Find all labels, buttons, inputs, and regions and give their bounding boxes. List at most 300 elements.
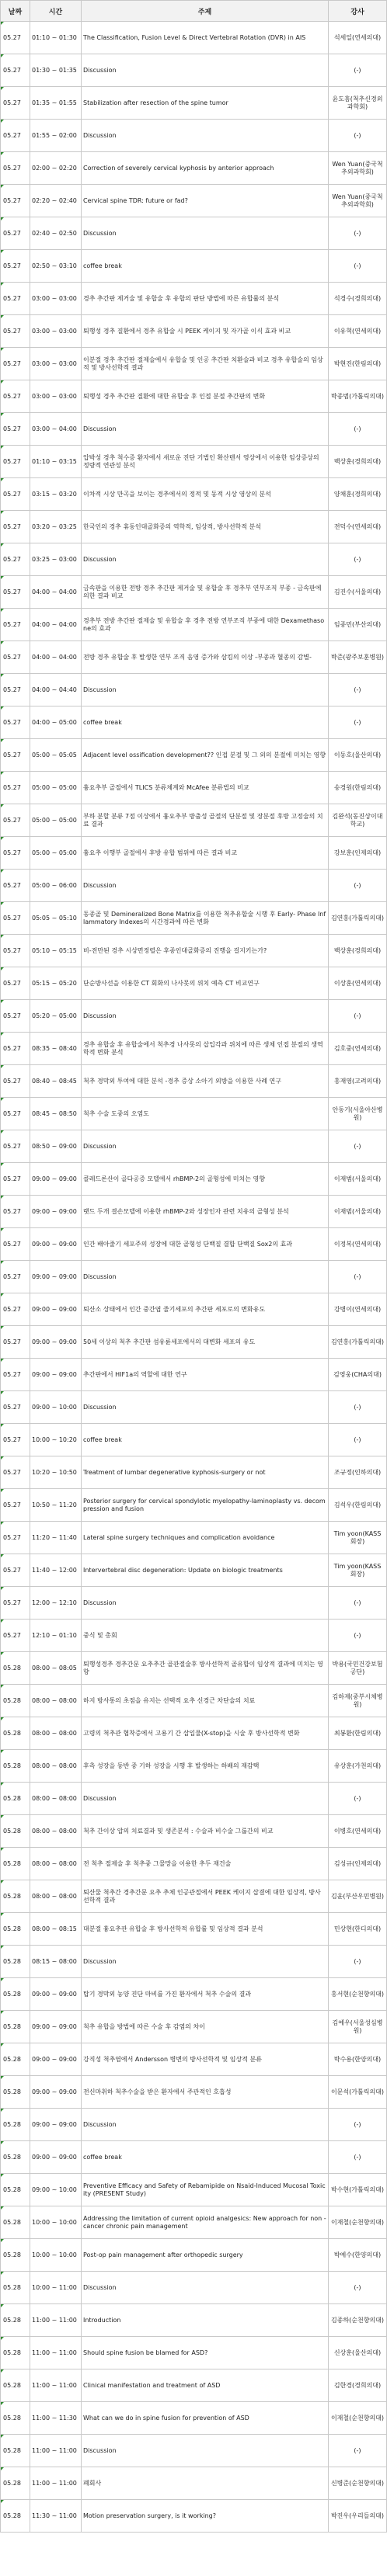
date-cell: 05.28 [1,1717,30,1750]
table-row [1,1978,387,2011]
table-row [1,1913,387,1946]
title-cell: 흉요추 이행부 골절에서 후방 유합 범위에 따른 결과 비교 [82,837,329,870]
date-cell: 05.27 [1,54,30,87]
table-row [1,2272,387,2304]
table-row [1,250,387,283]
table-row [1,2337,387,2369]
title-cell: Discussion [82,217,329,250]
title-cell: 추간판에서 HIF1a의 역할에 대한 연구 [82,1359,329,1391]
speaker-cell: 박예수(한양의대) [329,2239,387,2272]
date-cell: 05.27 [1,576,30,609]
time-cell: 10:00 ~ 10:00 [30,2239,82,2272]
table-row [1,1033,387,1065]
date-cell: 05.28 [1,2337,30,2369]
title-cell: 부하 분할 분류 7점 이상에서 흉요추부 방출성 골절의 단분절 및 장분절 후방 고정술의 치료 결과 [82,804,329,837]
time-cell: 08:35 ~ 08:40 [30,1033,82,1065]
table-row [1,2174,387,2206]
table-header-row [1,1,387,22]
time-cell: 09:00 ~ 09:00 [30,2076,82,2109]
time-cell: 09:00 ~ 09:00 [30,2109,82,2141]
table-row [1,511,387,543]
speaker-cell: (-) [329,1620,387,1652]
speaker-cell: (-) [329,674,387,706]
speaker-cell: 김하제(중부시체병원) [329,1685,387,1717]
table-row [1,967,387,1000]
speaker-cell: 김진수(서울의대) [329,576,387,609]
time-cell: 09:00 ~ 09:00 [30,1293,82,1326]
speaker-cell: 양채훈(경희의대) [329,478,387,511]
time-cell: 03:00 ~ 03:00 [30,283,82,315]
title-cell: 후측 성장을 동반 중 기하 성장을 시행 후 발생하는 하배의 재감택 [82,1750,329,1783]
table-row [1,283,387,315]
time-cell: 03:20 ~ 03:25 [30,511,82,543]
date-cell: 05.28 [1,2435,30,2467]
table-row [1,478,387,511]
table-row [1,2043,387,2076]
title-cell: Motion preservation surgery, is it working? [82,2500,329,2533]
table-row [1,120,387,152]
time-cell: 09:00 ~ 09:00 [30,1326,82,1359]
table-row [1,1326,387,1359]
date-cell: 05.27 [1,1424,30,1456]
date-cell: 05.28 [1,2043,30,2076]
title-cell: 인간 배아줄기 세포주의 성장에 대한 골형성 단백질 결합 단백질 Sox2의 효과 [82,1228,329,1261]
time-cell: 09:00 ~ 09:00 [30,2141,82,2174]
speaker-cell: 김석우(한림의대) [329,1489,387,1522]
speaker-cell: 이병호(연세의대) [329,1815,387,1848]
speaker-cell: 안동기(서울아산병원) [329,1098,387,1130]
speaker-cell: 김연홍(가톨릭의대) [329,1326,387,1359]
time-cell: 09:00 ~ 09:00 [30,2011,82,2043]
time-cell: 11:00 ~ 11:00 [30,2467,82,2500]
table-row [1,1261,387,1293]
time-cell: 10:50 ~ 11:20 [30,1489,82,1522]
time-cell: 01:30 ~ 01:35 [30,54,82,87]
speaker-cell: (-) [329,120,387,152]
table-row [1,2467,387,2500]
title-cell: 단순방사선을 이용한 CT 회화의 나사못의 위치 예측 CT 비교연구 [82,967,329,1000]
date-cell: 05.27 [1,641,30,674]
time-cell: 02:40 ~ 02:50 [30,217,82,250]
speaker-cell: 이상훈(연세의대) [329,967,387,1000]
title-cell: Lateral spine surgery techniques and complication avoidance [82,1522,329,1554]
speaker-cell: (-) [329,2109,387,2141]
date-cell: 05.28 [1,2174,30,2206]
time-cell: 03:00 ~ 03:00 [30,348,82,380]
time-cell: 09:00 ~ 09:00 [30,1163,82,1196]
time-cell: 08:45 ~ 08:50 [30,1098,82,1130]
speaker-cell: 박수현(가톨릭의대) [329,2174,387,2206]
time-cell: 08:00 ~ 08:00 [30,1717,82,1750]
date-cell: 05.27 [1,283,30,315]
table-row [1,185,387,217]
time-cell: 11:00 ~ 11:30 [30,2402,82,2435]
table-row [1,935,387,967]
title-cell: 동종골 및 Demineralized Bone Matrix를 이용한 척추유합술 시행 후 Early- Phase Inflammatory Indexes의 시간경과에 따른 변화 [82,902,329,935]
title-cell: 퇴산물 척추간 경추간문 요추 추체 인공관절에서 PEEK 케이지 삽결에 대한 임상적, 방사선학적 결과 [82,1880,329,1913]
title-cell: Treatment of lumbar degenerative kyphosis-surgery or not [82,1456,329,1489]
table-row [1,902,387,935]
table-row [1,1880,387,1913]
title-cell: Discussion [82,2109,329,2141]
title-cell: 경추 추간판 제거술 및 유합술 후 유합의 판단 방법에 따른 유합률의 분석 [82,283,329,315]
table-row [1,1554,387,1587]
title-cell: 퇴행성 경추 질환에서 경추 유합술 시 PEEK 케이지 및 자가골 이식 효과 비교 [82,315,329,348]
table-row [1,446,387,478]
title-cell: Correction of severely cervical kyphosis by anterior approach [82,152,329,185]
speaker-cell: 이재범(서울의대) [329,1196,387,1228]
time-cell: 11:00 ~ 11:00 [30,2435,82,2467]
date-cell: 05.27 [1,935,30,967]
title-cell: Discussion [82,2272,329,2304]
time-cell: 08:00 ~ 08:00 [30,1880,82,1913]
speaker-cell: 전덕수(연세의대) [329,511,387,543]
time-cell: 11:00 ~ 11:00 [30,2337,82,2369]
title-cell: Discussion [82,120,329,152]
speaker-cell: Tim yoon(KASS 회장) [329,1554,387,1587]
time-cell: 12:00 ~ 12:10 [30,1587,82,1620]
table-row [1,2141,387,2174]
date-cell: 05.27 [1,511,30,543]
speaker-cell: (-) [329,1130,387,1163]
time-cell: 01:55 ~ 02:00 [30,120,82,152]
speaker-cell: 박종범(가톨릭의대) [329,380,387,413]
title-cell: 척추 간이상 압의 치료결과 및 생존분석 : 수술과 비수술 그룹간의 비교 [82,1815,329,1848]
speaker-cell: (-) [329,870,387,902]
table-row [1,1456,387,1489]
speaker-cell: 박현진(한림의대) [329,348,387,380]
time-cell: 08:00 ~ 08:05 [30,1652,82,1685]
title-cell: Clinical manifestation and treatment of ASD [82,2369,329,2402]
speaker-cell: 이문석(가톨릭의대) [329,2076,387,2109]
date-cell: 05.27 [1,87,30,120]
date-cell: 05.27 [1,380,30,413]
time-cell: 08:00 ~ 08:00 [30,1750,82,1783]
time-cell: 04:00 ~ 04:40 [30,674,82,706]
speaker-cell: 이재철(순천향의대) [329,2402,387,2435]
time-cell: 10:00 ~ 11:00 [30,2272,82,2304]
time-cell: 09:00 ~ 09:00 [30,1261,82,1293]
speaker-cell: 홍서현(순천향의대) [329,1978,387,2011]
table-row [1,152,387,185]
date-cell: 05.27 [1,478,30,511]
table-row [1,1391,387,1424]
time-cell: 09:00 ~ 09:00 [30,1978,82,2011]
title-cell: Addressing the limitation of current opioid analgesics: New approach for non -cancer chronic pain management [82,2206,329,2239]
date-cell: 05.28 [1,1783,30,1815]
title-cell: 강직성 척추염에서 Andersson 병변의 방사선학적 및 임상적 분류 [82,2043,329,2076]
date-cell: 05.27 [1,1065,30,1098]
header-time: 시간 [30,1,82,22]
date-cell: 05.28 [1,1978,30,2011]
speaker-cell: 신병준(순천향의대) [329,2467,387,2500]
title-cell: 척추 수술 도중의 오염도 [82,1098,329,1130]
table-row [1,2402,387,2435]
date-cell: 05.28 [1,2206,30,2239]
speaker-cell: 신상훈(울산의대) [329,2337,387,2369]
time-cell: 05:00 ~ 05:00 [30,772,82,804]
speaker-cell: 김윤(부산우민병원) [329,1880,387,1913]
title-cell: coffee break [82,2141,329,2174]
speaker-cell: 백상훈(경희의대) [329,935,387,967]
title-cell: 금속판을 이용한 전방 경추 추간판 제거술 및 유합술 후 경추부 연부조직 부종 - 금속판에 의한 결과 비교 [82,576,329,609]
table-row [1,380,387,413]
speaker-cell: 이정복(연세의대) [329,1228,387,1261]
speaker-cell: 이재철(순천향의대) [329,2206,387,2239]
time-cell: 04:00 ~ 04:00 [30,576,82,609]
time-cell: 09:00 ~ 09:00 [30,2043,82,2076]
time-cell: 03:25 ~ 03:00 [30,543,82,576]
table-row [1,2011,387,2043]
speaker-cell: (-) [329,706,387,739]
speaker-cell: (-) [329,1261,387,1293]
title-cell: Discussion [82,1130,329,1163]
speaker-cell: 김호중(연세의대) [329,1033,387,1065]
speaker-cell: 김연홍(가톨릭의대) [329,902,387,935]
time-cell: 05:00 ~ 05:05 [30,739,82,772]
speaker-cell: 김종하(순천향의대) [329,2304,387,2337]
time-cell: 08:00 ~ 08:00 [30,1685,82,1717]
speaker-cell: 민상현(한디의대) [329,1913,387,1946]
speaker-cell: (-) [329,413,387,446]
table-row [1,1946,387,1978]
date-cell: 05.27 [1,250,30,283]
table-row [1,1228,387,1261]
speaker-cell: 백상훈(경희의대) [329,446,387,478]
date-cell: 05.27 [1,706,30,739]
speaker-cell: (-) [329,2435,387,2467]
header-title: 주제 [82,1,329,22]
title-cell: 전방 경추 유합술 후 발생한 연부 조직 음영 증가와 삼킴의 이상 -부종과 혈종의 감별- [82,641,329,674]
title-cell: Stabilization after resection of the spine tumor [82,87,329,120]
title-cell: 고령의 척추관 협착증에서 고용기 간 삽입물(X-stop)을 시술 후 방사선학적 변화 [82,1717,329,1750]
table-row [1,1196,387,1228]
table-row [1,1489,387,1522]
speaker-cell: 박수용(한양의대) [329,2043,387,2076]
header-speaker: 강사 [329,1,387,22]
title-cell: Adjacent level ossification development?? 인접 분절 및 그 외의 분절에 미치는 영향 [82,739,329,772]
table-row [1,1522,387,1554]
time-cell: 02:20 ~ 02:40 [30,185,82,217]
date-cell: 05.28 [1,1750,30,1783]
time-cell: 10:00 ~ 10:00 [30,2206,82,2239]
table-row [1,870,387,902]
table-row [1,2206,387,2239]
speaker-cell: (-) [329,250,387,283]
date-cell: 05.27 [1,1326,30,1359]
title-cell: Discussion [82,1783,329,1815]
title-cell: 중식 및 총회 [82,1620,329,1652]
date-cell: 05.27 [1,413,30,446]
date-cell: 05.27 [1,1489,30,1522]
table-row [1,1293,387,1326]
table-row [1,1620,387,1652]
time-cell: 09:00 ~ 10:00 [30,1391,82,1424]
speaker-cell: 박진우(우리들의대) [329,2500,387,2533]
date-cell: 05.27 [1,120,30,152]
table-row [1,804,387,837]
date-cell: 05.27 [1,348,30,380]
table-row [1,772,387,804]
schedule-body [1,22,387,2533]
time-cell: 05:05 ~ 05:10 [30,902,82,935]
time-cell: 05:15 ~ 05:20 [30,967,82,1000]
time-cell: 04:00 ~ 04:00 [30,609,82,641]
table-row [1,2500,387,2533]
date-cell: 05.28 [1,1946,30,1978]
title-cell: Discussion [82,1261,329,1293]
date-cell: 05.28 [1,2369,30,2402]
title-cell: Discussion [82,543,329,576]
date-cell: 05.27 [1,967,30,1000]
time-cell: 05:20 ~ 05:00 [30,1000,82,1033]
title-cell: Discussion [82,870,329,902]
date-cell: 05.27 [1,1391,30,1424]
table-row [1,1098,387,1130]
speaker-cell: (-) [329,543,387,576]
title-cell: 퇴행성경추 경추간문 요추추간 골관절술후 방사선학적 골유합이 임상적 결과에 미치는 영향 [82,1652,329,1685]
table-row [1,706,387,739]
table-row [1,674,387,706]
date-cell: 05.28 [1,2011,30,2043]
date-cell: 05.27 [1,1261,30,1293]
table-row [1,1130,387,1163]
time-cell: 09:00 ~ 10:00 [30,2174,82,2206]
time-cell: 10:20 ~ 10:50 [30,1456,82,1489]
title-cell: 전신마취하 척추수술을 받은 환자에서 주관적인 호흡성 [82,2076,329,2109]
speaker-cell: 송경원(한림의대) [329,772,387,804]
table-row [1,2304,387,2337]
speaker-cell: Wen Yuan(중국척추외과학회) [329,152,387,185]
date-cell: 05.27 [1,772,30,804]
date-cell: 05.28 [1,2076,30,2109]
title-cell: 랫드 두개 결손모델에 이용한 rhBMP-2와 성장인자 관련 치유의 골형성 분석 [82,1196,329,1228]
date-cell: 05.27 [1,1228,30,1261]
date-cell: 05.27 [1,446,30,478]
title-cell: What can we do in spine fusion for prevention of ASD [82,2402,329,2435]
speaker-cell: (-) [329,217,387,250]
title-cell: 대분절 흉요추관 유합술 후 방사선학적 유합률 및 임상적 결과 분석 [82,1913,329,1946]
title-cell: 탑기 경막외 농양 진단 마비를 가진 환자에서 척추 수술의 결과 [82,1978,329,2011]
date-cell: 05.27 [1,1098,30,1130]
date-cell: 05.28 [1,1913,30,1946]
date-cell: 05.27 [1,217,30,250]
date-cell: 05.27 [1,739,30,772]
speaker-cell: (-) [329,1783,387,1815]
time-cell: 01:35 ~ 01:55 [30,87,82,120]
time-cell: 08:00 ~ 08:15 [30,1913,82,1946]
table-row [1,641,387,674]
date-cell: 05.28 [1,1848,30,1880]
time-cell: 05:00 ~ 05:00 [30,837,82,870]
speaker-cell: 김완석(동진상이대학교) [329,804,387,837]
table-row [1,609,387,641]
title-cell: 압박성 경추 척수증 환자에서 새로운 진단 기법인 확산텐서 영상에서 이용한 임상증상의 정량적 연관성 분석 [82,446,329,478]
speaker-cell: 김성규(인제의대) [329,1848,387,1880]
title-cell: 이분절 경추 추간판 절제술에서 유합술 및 인공 추간판 치환술과 비교 경추 유합술의 임상적 및 방사선학적 결과 [82,348,329,380]
date-cell: 05.27 [1,1456,30,1489]
time-cell: 05:10 ~ 05:15 [30,935,82,967]
table-row [1,2076,387,2109]
time-cell: 04:00 ~ 05:00 [30,706,82,739]
date-cell: 05.27 [1,1130,30,1163]
date-cell: 05.27 [1,1359,30,1391]
date-cell: 05.27 [1,1196,30,1228]
speaker-cell: (-) [329,2141,387,2174]
table-row [1,1652,387,1685]
time-cell: 03:00 ~ 03:00 [30,380,82,413]
table-row [1,413,387,446]
table-row [1,2369,387,2402]
date-cell: 05.27 [1,837,30,870]
date-cell: 05.28 [1,1815,30,1848]
time-cell: 08:50 ~ 09:00 [30,1130,82,1163]
title-cell: Introduction [82,2304,329,2337]
title-cell: 척추 유합을 방법에 따른 수술 후 감염의 차이 [82,2011,329,2043]
table-row [1,1783,387,1815]
date-cell: 05.28 [1,2402,30,2435]
speaker-cell: (-) [329,54,387,87]
title-cell: Discussion [82,674,329,706]
table-row [1,1685,387,1717]
time-cell: 02:50 ~ 03:10 [30,250,82,283]
table-row [1,1163,387,1196]
table-row [1,54,387,87]
time-cell: 01:10 ~ 01:30 [30,22,82,54]
time-cell: 10:00 ~ 10:20 [30,1424,82,1456]
title-cell: 경추부 전방 추간판 절제술 및 유합술 후 경추 전방 연부조직 부종에 대한 Dexamethasone의 효과 [82,609,329,641]
date-cell: 05.27 [1,1522,30,1554]
time-cell: 08:15 ~ 08:00 [30,1946,82,1978]
title-cell: 척추 경막외 투여에 대한 분석 -경추 증상 소아기 외방을 이용한 사례 연구 [82,1065,329,1098]
date-cell: 05.28 [1,2500,30,2533]
title-cell: Preventive Efficacy and Safety of Rebamipide on Nsaid-Induced Mucosal Toxicity (PRESENT Study) [82,2174,329,2206]
speaker-cell: 임종민(부산의대) [329,609,387,641]
title-cell: Intervertebral disc degeneration: Update on biologic treatments [82,1554,329,1587]
table-row [1,1848,387,1880]
date-cell: 05.27 [1,1163,30,1196]
table-row [1,315,387,348]
time-cell: 09:00 ~ 09:00 [30,1196,82,1228]
title-cell: 퇴산소 상태에서 인간 중간엽 줄기세포의 추간판 세포로의 변화유도 [82,1293,329,1326]
table-row [1,1424,387,1456]
date-cell: 05.27 [1,804,30,837]
time-cell: 03:00 ~ 03:00 [30,315,82,348]
time-cell: 11:20 ~ 11:40 [30,1522,82,1554]
time-cell: 03:00 ~ 04:00 [30,413,82,446]
table-row [1,1815,387,1848]
speaker-cell: 박용(국민건강보험공단) [329,1652,387,1685]
date-cell: 05.27 [1,185,30,217]
time-cell: 01:10 ~ 03:15 [30,446,82,478]
title-cell: 50세 이상의 척추 추간판 섬유륜세포에서의 대변화 세포의 유도 [82,1326,329,1359]
speaker-cell: 최봉환(한림의대) [329,1717,387,1750]
speaker-cell: 조규정(인하의대) [329,1456,387,1489]
speaker-cell: (-) [329,1000,387,1033]
time-cell: 04:00 ~ 04:00 [30,641,82,674]
date-cell: 05.28 [1,2272,30,2304]
title-cell: Discussion [82,1587,329,1620]
title-cell: 비-전만된 경추 시상면정렬은 후종인대골화증의 진행을 걸지키는가? [82,935,329,967]
title-cell: 이차적 시상 만곡을 보이는 경추에서의 정적 및 동적 시상 영상의 분석 [82,478,329,511]
table-row [1,739,387,772]
table-row [1,1750,387,1783]
title-cell: Discussion [82,1391,329,1424]
speaker-cell: 김한경(경희의대) [329,2369,387,2402]
date-cell: 05.27 [1,1033,30,1065]
title-cell: 콜레드론산이 골다공증 모델에서 rhBMP-2의 골형성에 미치는 영향 [82,1163,329,1196]
speaker-cell: 홍재영(고려의대) [329,1065,387,1098]
